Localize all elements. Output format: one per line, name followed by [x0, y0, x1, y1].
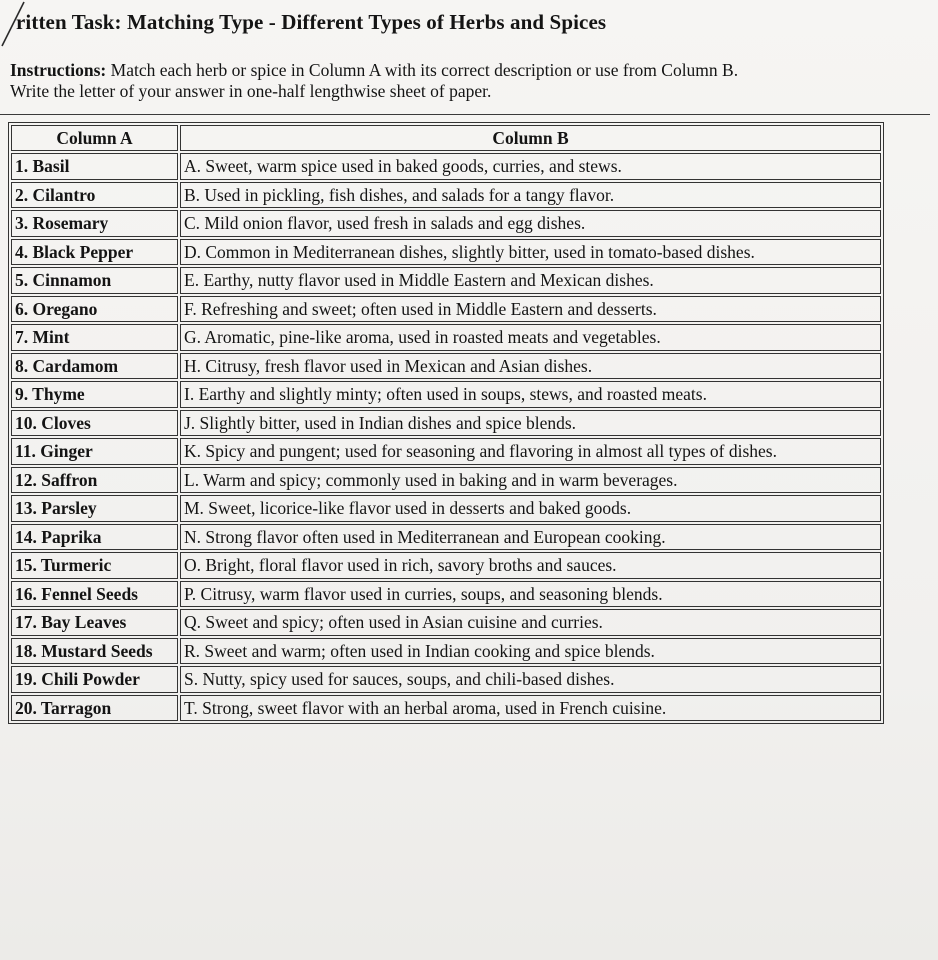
- column-b-cell: N. Strong flavor often used in Mediterranean and European cooking.: [180, 524, 881, 551]
- instructions: [10, 60, 910, 102]
- column-a-cell: 4. Black Pepper: [11, 239, 178, 266]
- column-a-cell: 20. Tarragon: [11, 695, 178, 722]
- column-a-cell: 10. Cloves: [11, 410, 178, 437]
- column-b-cell: K. Spicy and pungent; used for seasoning and flavoring in almost all types of dishes.: [180, 438, 881, 465]
- table-row: [11, 353, 881, 380]
- table-row: [11, 467, 881, 494]
- column-a-cell: 12. Saffron: [11, 467, 178, 494]
- table-row: [11, 410, 881, 437]
- table-row: [11, 296, 881, 323]
- table-row: [11, 695, 881, 722]
- column-a-cell: 6. Oregano: [11, 296, 178, 323]
- column-a-cell: 9. Thyme: [11, 381, 178, 408]
- column-b-cell: R. Sweet and warm; often used in Indian cooking and spice blends.: [180, 638, 881, 665]
- column-a-cell: 19. Chili Powder: [11, 666, 178, 693]
- column-b-cell: Q. Sweet and spicy; often used in Asian cuisine and curries.: [180, 609, 881, 636]
- table-row: [11, 210, 881, 237]
- column-b-cell: I. Earthy and slightly minty; often used in soups, stews, and roasted meats.: [180, 381, 881, 408]
- table-body: [11, 153, 881, 721]
- table-row: [11, 552, 881, 579]
- column-b-cell: E. Earthy, nutty flavor used in Middle Eastern and Mexican dishes.: [180, 267, 881, 294]
- table-row: [11, 267, 881, 294]
- column-b-cell: S. Nutty, spicy used for sauces, soups, and chili-based dishes.: [180, 666, 881, 693]
- column-a-cell: 15. Turmeric: [11, 552, 178, 579]
- table-header-row: [11, 125, 881, 151]
- instructions-line-2: Write the letter of your answer in one-half lengthwise sheet of paper.: [10, 81, 492, 101]
- column-b-cell: O. Bright, floral flavor used in rich, savory broths and sauces.: [180, 552, 881, 579]
- column-b-cell: D. Common in Mediterranean dishes, slightly bitter, used in tomato-based dishes.: [180, 239, 881, 266]
- column-b-cell: C. Mild onion flavor, used fresh in salads and egg dishes.: [180, 210, 881, 237]
- column-b-cell: P. Citrusy, warm flavor used in curries, soups, and seasoning blends.: [180, 581, 881, 608]
- column-a-cell: 11. Ginger: [11, 438, 178, 465]
- column-a-cell: 1. Basil: [11, 153, 178, 180]
- column-b-cell: J. Slightly bitter, used in Indian dishes and spice blends.: [180, 410, 881, 437]
- column-a-cell: 8. Cardamom: [11, 353, 178, 380]
- table-row: [11, 581, 881, 608]
- column-a-cell: 14. Paprika: [11, 524, 178, 551]
- column-b-cell: F. Refreshing and sweet; often used in Middle Eastern and desserts.: [180, 296, 881, 323]
- table-row: [11, 438, 881, 465]
- column-b-cell: A. Sweet, warm spice used in baked goods, curries, and stews.: [180, 153, 881, 180]
- table-row: [11, 638, 881, 665]
- column-a-cell: 5. Cinnamon: [11, 267, 178, 294]
- page-title: ritten Task: Matching Type - Different Types of Herbs and Spices: [16, 10, 607, 34]
- table-row: [11, 182, 881, 209]
- column-a-cell: 16. Fennel Seeds: [11, 581, 178, 608]
- table-row: [11, 239, 881, 266]
- column-b-cell: H. Citrusy, fresh flavor used in Mexican and Asian dishes.: [180, 353, 881, 380]
- table-row: [11, 495, 881, 522]
- column-a-cell: 17. Bay Leaves: [11, 609, 178, 636]
- instructions-lead: Instructions:: [10, 60, 107, 80]
- column-a-cell: 2. Cilantro: [11, 182, 178, 209]
- table-row: [11, 324, 881, 351]
- table-row: [11, 524, 881, 551]
- divider-line: [0, 114, 930, 115]
- column-b-header: Column B: [180, 125, 881, 151]
- matching-table: [8, 122, 884, 724]
- table-row: [11, 609, 881, 636]
- table-row: [11, 666, 881, 693]
- instructions-line-1: Match each herb or spice in Column A with its correct description or use from Column B.: [106, 60, 739, 80]
- column-a-header: Column A: [11, 125, 178, 151]
- column-b-cell: B. Used in pickling, fish dishes, and salads for a tangy flavor.: [180, 182, 881, 209]
- column-a-cell: 18. Mustard Seeds: [11, 638, 178, 665]
- column-b-cell: T. Strong, sweet flavor with an herbal aroma, used in French cuisine.: [180, 695, 881, 722]
- column-a-cell: 7. Mint: [11, 324, 178, 351]
- column-a-cell: 3. Rosemary: [11, 210, 178, 237]
- column-b-cell: M. Sweet, licorice-like flavor used in desserts and baked goods.: [180, 495, 881, 522]
- column-b-cell: G. Aromatic, pine-like aroma, used in roasted meats and vegetables.: [180, 324, 881, 351]
- column-a-cell: 13. Parsley: [11, 495, 178, 522]
- column-b-cell: L. Warm and spicy; commonly used in baking and in warm beverages.: [180, 467, 881, 494]
- table-row: [11, 381, 881, 408]
- table-row: [11, 153, 881, 180]
